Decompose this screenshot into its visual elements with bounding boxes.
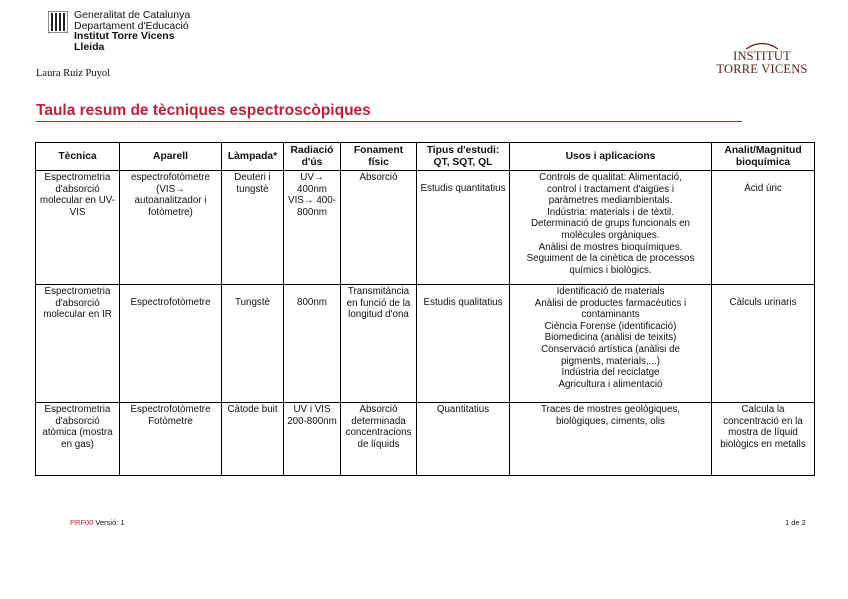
cell-usos (510, 171, 712, 285)
usos-line: Traces de mostres geològiques, (540, 404, 681, 415)
title-divider (36, 121, 742, 122)
header-analit: Analit/Magnitud bioquímica (712, 143, 815, 171)
generalitat-header (48, 10, 190, 52)
header-line-city: Lleida (74, 40, 105, 53)
footer-code: PRF00 (70, 518, 94, 527)
usos-line: Biomedicina (anàlisi de teixits) (544, 332, 677, 344)
cell-usos (510, 285, 712, 403)
logo-line-institut: INSTITUT (733, 49, 791, 63)
header-aparell: Aparell (120, 143, 222, 171)
usos-line: Determinació de grups funcionals en (530, 218, 691, 230)
usos-line: Controls de qualitat: Alimentació, (539, 172, 682, 183)
cell-lampada: Càtode buit (222, 403, 284, 476)
cell-fonament: Transmitància en funció de la longitud d'ona (341, 285, 417, 403)
cell-tecnica: Espectrometria d'absorció molecular en UV-VIS (36, 171, 120, 285)
institut-logo (712, 40, 812, 76)
usos-line: control i tractament d'aigües i (546, 183, 675, 195)
usos-line: contaminants (581, 309, 640, 321)
table-row (36, 403, 815, 476)
table-row (36, 171, 815, 285)
cell-aparell: espectrofotòmetre (VIS→ autoanalitzador i fotòmetre) (120, 171, 222, 285)
author-name: Laura Ruiz Puyol (36, 68, 111, 79)
header-lampada: Làmpada* (222, 143, 284, 171)
usos-line: Indústria del reciclatge (561, 367, 660, 379)
header-tecnica: Tècnica (36, 143, 120, 171)
usos-line: biològiques, ciments, olis (556, 415, 665, 427)
cell-lampada: Deuteri i tungstè (222, 171, 284, 285)
usos-line: Indústria: materials i de tèxtil. (547, 206, 674, 218)
usos-line: Anàlisi de productes farmacèutics i (534, 297, 687, 309)
footer-version (70, 518, 125, 527)
cell-analit: Càlculs urinaris (712, 285, 815, 403)
cell-fonament: Absorció determinada concentracions de líquids (341, 403, 417, 476)
cell-tecnica: Espectrometria d'absorció atòmica (mostra en gas) (36, 403, 120, 476)
page-number: 1 de 2 (785, 518, 806, 527)
cell-usos (510, 403, 712, 476)
usos-line: pigments, materials,...) (560, 355, 661, 367)
page-title: Taula resum de tècniques espectroscòpiques (36, 102, 371, 119)
institution-lines (74, 10, 190, 52)
table-header-row (36, 143, 815, 171)
header-line-department: Departament d'Educació (74, 19, 189, 32)
header-line-institut: Institut Torre Vicens (74, 30, 175, 43)
usos-line: molècules orgàniques. (561, 229, 660, 241)
cell-tipus: Quantitatius (417, 403, 510, 476)
usos-line: paràmetres mediambientals. (548, 195, 673, 207)
cell-fonament: Absorció (341, 171, 417, 285)
cell-radiacio: 800nm (284, 285, 341, 403)
cell-radiacio: UV→ 400nm VIS→ 400-800nm (284, 171, 341, 285)
cell-tipus: Estudis quantitatius (417, 171, 510, 285)
usos-line: Identificació de materials (556, 286, 665, 297)
cell-radiacio: UV i VIS 200-800nm (284, 403, 341, 476)
cell-analit: Àcid úric (712, 171, 815, 285)
usos-line: Seguiment de la cinètica de processos (526, 253, 695, 265)
footer-version-label: Versió: 1 (93, 518, 125, 527)
logo-line-name: TORRE VICENS (716, 62, 808, 76)
spectroscopy-table (35, 142, 815, 476)
generalitat-logo-icon (48, 11, 68, 33)
usos-line: químics i biològics. (569, 264, 652, 276)
cell-analit: Calcula la concentració en la mostra de líquid biològics en metalls (712, 403, 815, 476)
cell-aparell: Espectrofotòmetre (120, 285, 222, 403)
cell-lampada: Tungstè (222, 285, 284, 403)
header-tipus: Tipus d'estudi: QT, SQT, QL (417, 143, 510, 171)
cell-tecnica: Espectrometria d'absorció molecular en IR (36, 285, 120, 403)
header-fonament: Fonament físic (341, 143, 417, 171)
table-row (36, 285, 815, 403)
header-radiacio: Radiació d'ús (284, 143, 341, 171)
header-line-generalitat: Generalitat de Catalunya (74, 9, 191, 21)
usos-line: Anàlisi de mostres bioquímiques. (538, 241, 683, 253)
usos-line: Conservació artística (anàlisi de (541, 343, 680, 355)
usos-line: Agricultura i alimentació (558, 378, 663, 390)
header-usos: Usos i aplicacions (510, 143, 712, 171)
cell-aparell: Espectrofotòmetre Fotòmetre (120, 403, 222, 476)
cell-tipus: Estudis qualitatius (417, 285, 510, 403)
usos-line: Ciència Forense (identificació) (544, 320, 677, 332)
